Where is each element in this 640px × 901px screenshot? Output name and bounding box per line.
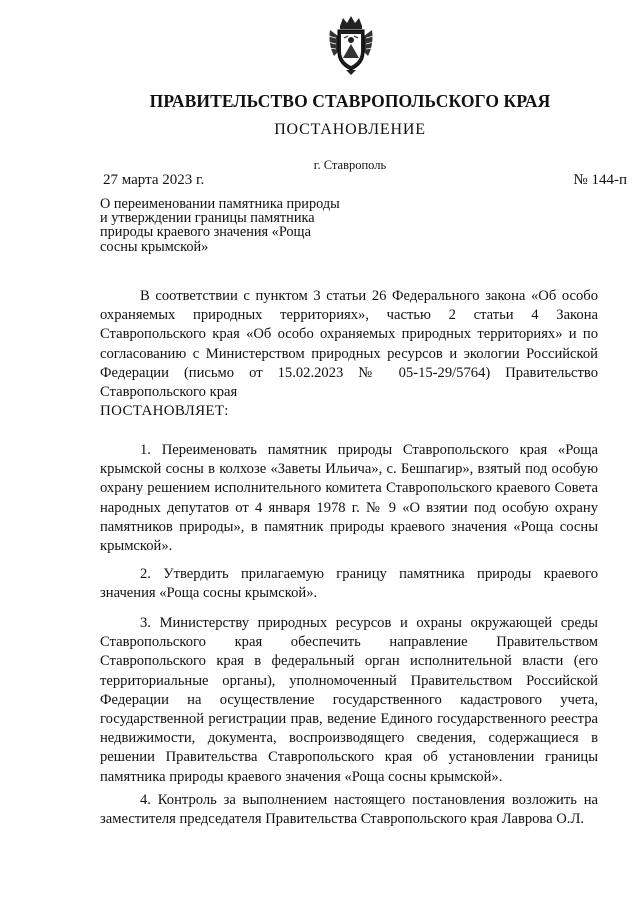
intro-paragraph: В соответствии с пунктом 3 статьи 26 Федерального закона «Об особо охраняемых природных территориях», частью 2 статьи 4 Закона Ставропольского края «Об особо охраняемых природных территориях» и по согласованию с Министерством природных ресурсов и экологии Российской Федерации (письмо от 15.02.2023 № 05-15-29/5764) Правительство Ставропольского края [100, 288, 598, 401]
city: г. Ставрополь [313, 158, 387, 172]
document-date: 27 марта 2023 г. [103, 172, 205, 188]
government-title: ПРАВИТЕЛЬСТВО СТАВРОПОЛЬСКОГО КРАЯ [149, 91, 551, 111]
coat-of-arms-icon [326, 14, 376, 76]
clause-4: 4. Контроль за выполнением настоящего постановления возложить на заместителя председателя Правительства Ставропольского края Лаврова О.Л. [100, 792, 598, 828]
document-type: ПОСТАНОВЛЕНИЕ [274, 121, 426, 138]
clause-2: 2. Утвердить прилагаемую границу памятника природы краевого значения «Роща сосны крымской». [100, 566, 598, 602]
document-subject: О переименовании памятника природы и утверждении границы памятника природы краевого значения «Роща сосны крымской» [100, 196, 340, 255]
document-number: № 144-п [573, 172, 627, 188]
decree-word: ПОСТАНОВЛЯЕТ: [100, 403, 229, 419]
clause-1: 1. Переименовать памятник природы Ставропольского края «Роща крымской сосны в колхозе «Заветы Ильича», с. Бешпагир», взятый под особую охрану решением исполнительного комитета Ставропольского краевого Совета народных депутатов от 4 января 1978 г. № 9 «О взятии под особую охрану памятников природы», в памятник природы краевого значения «Роща сосны крымской». [100, 442, 598, 555]
clause-3: 3. Министерству природных ресурсов и охраны окружающей среды Ставропольского края обеспечить направление Правительством Ставропольского края в федеральный орган исполнительной власти (его территориальные органы), уполномоченный Правительством Российской Федерации на осуществление государственного кадастрового учета, государственной регистрации прав, ведение Единого государственного реестра недвижимости, документа, воспроизводящего сведения, содержащиеся в решении Правительства Ставропольского края об установлении границы памятника природы краевого значения «Роща сосны крымской». [100, 615, 598, 785]
